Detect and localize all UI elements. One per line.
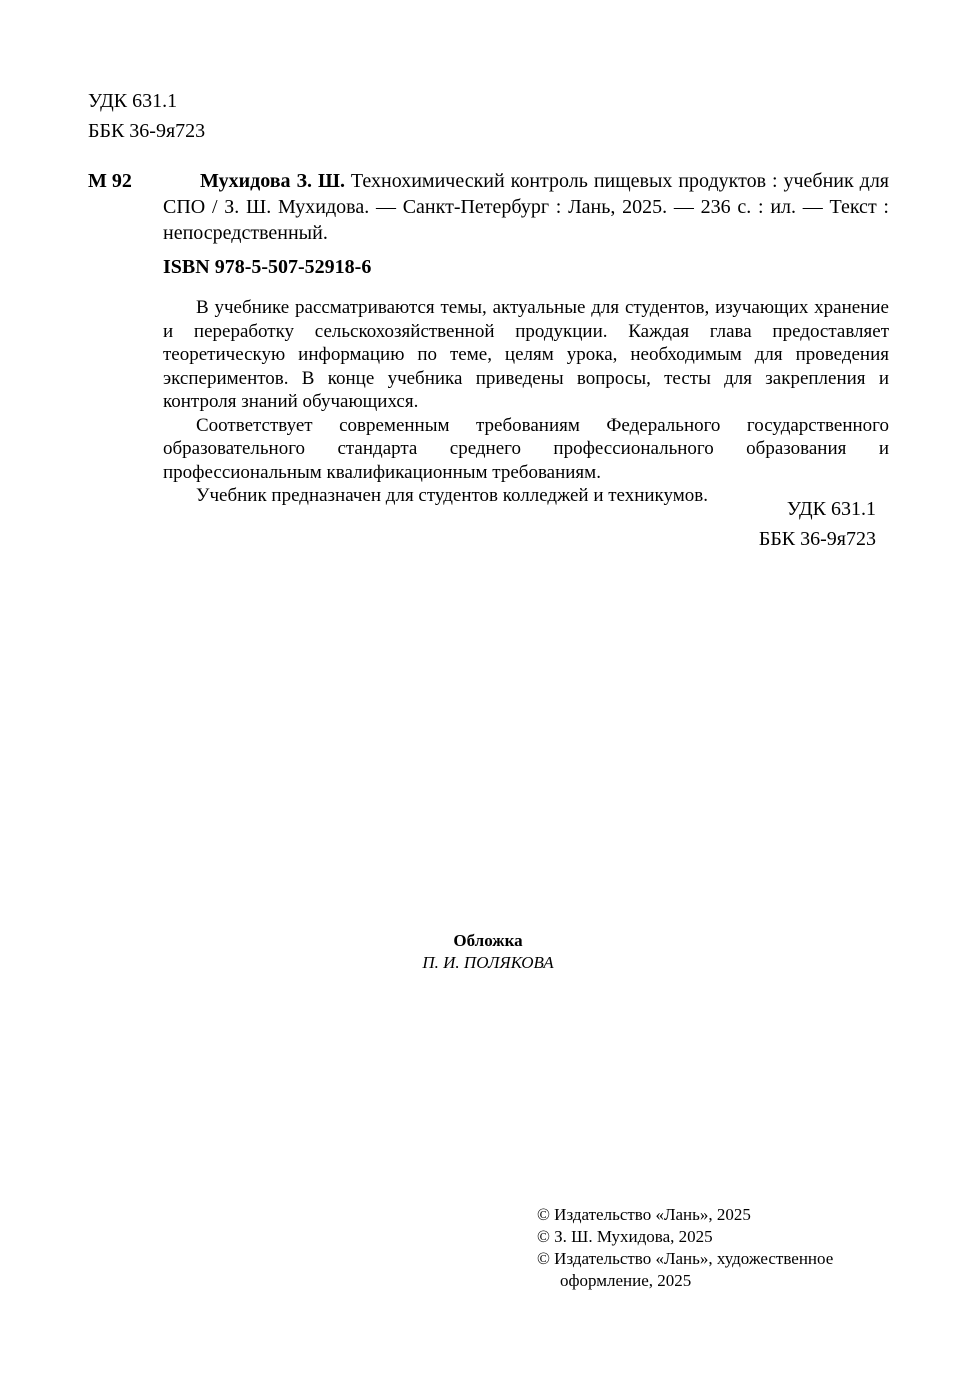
entry-author: Мухидова З. Ш. <box>200 170 345 192</box>
entry-description: Технохимический контроль пищевых продуктов : учебник для СПО / З. Ш. Мухидова. — Санкт-Петербург : Лань, 2025. — 236 с. : ил. — Текст : непосредственный. <box>163 170 890 244</box>
cover-credit-block <box>0 930 976 974</box>
annotation-paragraph-3: Учебник предназначен для студентов колледжей и техникумов. <box>196 485 709 506</box>
copyright-publisher: © Издательство «Лань», 2025 <box>537 1205 751 1224</box>
annotation-paragraph-1: В учебнике рассматриваются темы, актуальные для студентов, изучающих хранение и переработку сельскохозяйственной продукции. Каждая глава предоставляет теоретическую информацию по теме, целям урока, необходимым для проведения экспериментов. В конце учебника приведены вопросы, тесты для закрепления и контроля знаний обучающихся. <box>163 297 889 412</box>
bibliographic-entry <box>88 168 889 246</box>
isbn: ISBN 978-5-507-52918-6 <box>163 256 372 278</box>
annotation-block <box>163 296 889 508</box>
copyright-design: © Издательство «Лань», художественное оформление, 2025 <box>537 1249 834 1290</box>
udk-top: УДК 631.1 <box>88 90 178 112</box>
entry-code: М 92 <box>88 170 132 192</box>
bbk-top: ББК 36-9я723 <box>88 120 206 142</box>
entry-text <box>163 168 889 246</box>
cover-label: Обложка <box>453 931 523 950</box>
annotation-paragraph-2: Соответствует современным требованиям Федерального государственного образовательного стандарта среднего профессионального образования и профессиональным квалификационным требованиям. <box>163 414 889 483</box>
udk-right: УДК 631.1 <box>786 498 876 520</box>
udk-bbk-top-block <box>88 86 205 146</box>
copyright-author: © З. Ш. Мухидова, 2025 <box>537 1227 713 1246</box>
udk-bbk-right-block <box>759 494 876 554</box>
cover-artist: П. И. ПОЛЯКОВА <box>422 953 554 972</box>
copyright-block <box>537 1204 839 1292</box>
bbk-right: ББК 36-9я723 <box>758 528 876 550</box>
